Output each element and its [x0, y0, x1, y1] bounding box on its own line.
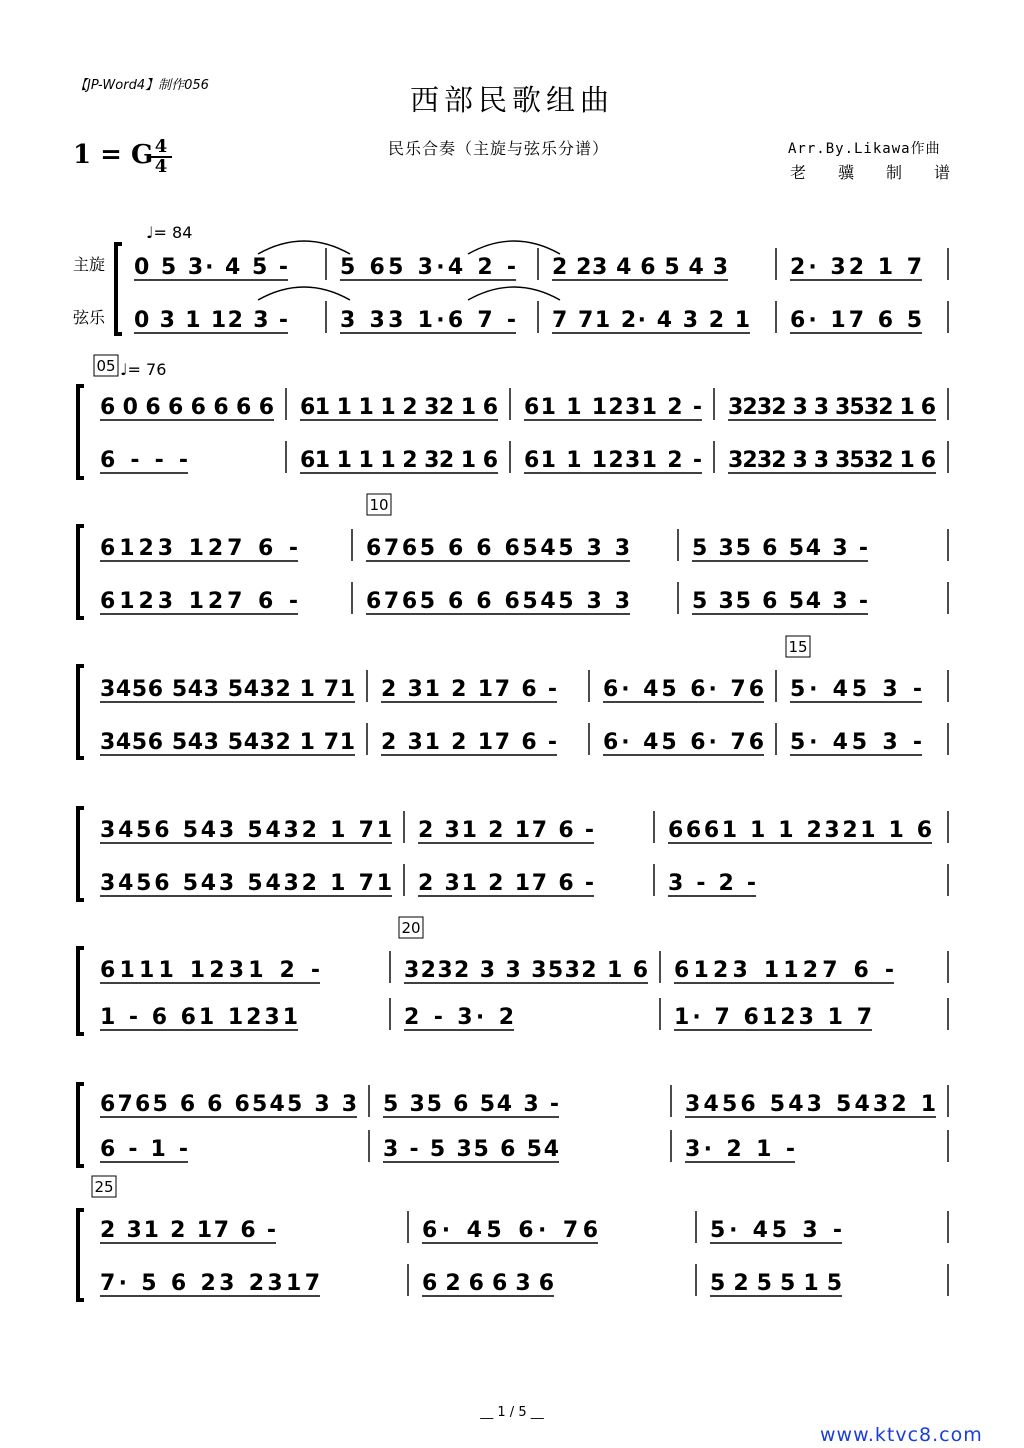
melody-measure: 2 31 2 17 6 - [100, 1218, 276, 1243]
part-label-strings: 弦乐 [73, 308, 106, 327]
melody-measure: 5 35 6 54 3 - [383, 1092, 559, 1117]
key-signature: 1 = G [73, 140, 154, 170]
strings-measure: 6123 127 6 - [100, 589, 298, 614]
system-bracket [116, 244, 122, 334]
score-title: 西部民歌组曲 [409, 83, 614, 117]
melody-measure: 6123 127 6 - [100, 536, 298, 561]
melody-measure: 6765 6 6 6545 3 3 [100, 1092, 357, 1117]
melody-measure: 2 31 2 17 6 - [418, 818, 594, 843]
strings-measure: 61 1 1 1 2 32 1 6 [300, 448, 498, 473]
melody-measure: 3456 543 5432 1 71 [100, 818, 392, 843]
melody-measure: 6· 45 6· 76 [603, 677, 764, 702]
strings-measure: 6· 17 6 5 [790, 308, 922, 333]
melody-measure: 6 0 6 6 6 6 6 6 [100, 395, 274, 420]
tempo-mark: ♩= 84 [146, 223, 193, 242]
strings-measure: 3232 3 3 3532 1 6 [728, 448, 936, 473]
strings-measure: 7· 5 6 23 2317 [100, 1271, 320, 1296]
strings-measure: 3 - 2 - [668, 871, 756, 896]
strings-measure: 3456 543 5432 1 71 [100, 871, 392, 896]
melody-measure: 3456 543 5432 1 [685, 1092, 936, 1117]
melody-measure: 2· 32 1 7 [790, 255, 922, 280]
system-bracket [78, 948, 84, 1034]
melody-measure: 5· 45 3 - [710, 1218, 842, 1243]
melody-measure: 6661 1 1 2321 1 6 [668, 818, 932, 843]
melody-measure: 6765 6 6 6545 3 3 [366, 536, 630, 561]
part-label-melody: 主旋 [73, 255, 106, 274]
strings-measure: 1· 7 6123 1 7 [674, 1005, 872, 1030]
system-bracket [78, 386, 84, 478]
strings-measure: 7 71 2· 4 3 2 1 [552, 308, 750, 333]
measure-number: 20 [401, 919, 421, 937]
strings-measure: 6 2 6 6 3 6 [422, 1271, 554, 1296]
tie [468, 241, 560, 254]
melody-measure: 6111 1231 2 - [100, 958, 320, 983]
melody-measure: 3232 3 3 3532 1 6 [728, 395, 936, 420]
strings-measure: 3 33 1·6 7 - [340, 308, 516, 333]
system-bracket [78, 1210, 84, 1300]
melody-measure: 0 5 3· 4 5 - [134, 255, 288, 280]
melody-measure: 61 1 1231 2 - [524, 395, 702, 420]
strings-measure: 6 - - - [100, 448, 188, 473]
strings-measure: 5· 45 3 - [790, 730, 922, 755]
maker-credit: 【JP-Word4】制作056 [74, 78, 209, 93]
tie [258, 287, 350, 300]
time-signature-bottom: 4 [154, 156, 168, 177]
strings-measure: 2 - 3· 2 [404, 1005, 514, 1030]
site-watermark: www.ktvc8.com [820, 1424, 983, 1446]
page-number: __ 1 / 5 __ [480, 1405, 544, 1420]
engraver-char: 老 [790, 163, 807, 182]
strings-measure: 6765 6 6 6545 3 3 [366, 589, 630, 614]
system-bracket [78, 808, 84, 900]
strings-measure: 2 31 2 17 6 - [418, 871, 594, 896]
strings-measure: 2 31 2 17 6 - [381, 730, 557, 755]
measure-number: 15 [788, 638, 808, 656]
melody-measure: 2 31 2 17 6 - [381, 677, 557, 702]
strings-measure: 6· 45 6· 76 [603, 730, 764, 755]
tempo-mark: ♩= 76 [120, 360, 167, 379]
engraver-char: 骥 [837, 163, 854, 182]
system-bracket [78, 1084, 84, 1166]
time-signature-top: 4 [154, 136, 168, 157]
melody-measure: 5 65 3·4 2 - [340, 255, 516, 280]
measure-number: 05 [96, 357, 116, 375]
melody-measure: 6· 45 6· 76 [422, 1218, 598, 1243]
melody-measure: 2 23 4 6 5 4 3 [552, 255, 728, 280]
arranger-credit: Arr.By.Likawa作曲 [788, 141, 941, 157]
engraver-char: 谱 [933, 163, 950, 182]
strings-measure: 5 35 6 54 3 - [692, 589, 868, 614]
measure-number: 10 [369, 496, 389, 514]
tie [468, 287, 560, 300]
engraver-char: 制 [885, 163, 902, 182]
melody-measure: 6123 1127 6 - [674, 958, 894, 983]
melody-measure: 5· 45 3 - [790, 677, 922, 702]
melody-measure: 3232 3 3 3532 1 6 [404, 958, 648, 983]
melody-measure: 5 35 6 54 3 - [692, 536, 868, 561]
strings-measure: 3456 543 5432 1 71 [100, 730, 355, 755]
strings-measure: 61 1 1231 2 - [524, 448, 702, 473]
strings-measure: 6 - 1 - [100, 1137, 188, 1162]
page-number-text: 1 / 5 [497, 1405, 527, 1420]
melody-measure: 61 1 1 1 2 32 1 6 [300, 395, 498, 420]
score-subtitle: 民乐合奏（主旋与弦乐分谱） [388, 139, 610, 158]
system-bracket [78, 666, 84, 758]
system-bracket [78, 526, 84, 618]
strings-measure: 5 2 5 5 1 5 [710, 1271, 842, 1296]
melody-measure: 3456 543 5432 1 71 [100, 677, 355, 702]
strings-measure: 0 3 1 12 3 - [134, 308, 288, 333]
strings-measure: 1 - 6 61 1231 [100, 1005, 298, 1030]
strings-measure: 3· 2 1 - [685, 1137, 795, 1162]
measure-number: 25 [94, 1178, 114, 1196]
tie [258, 241, 350, 254]
strings-measure: 3 - 5 35 6 54 [383, 1137, 559, 1162]
